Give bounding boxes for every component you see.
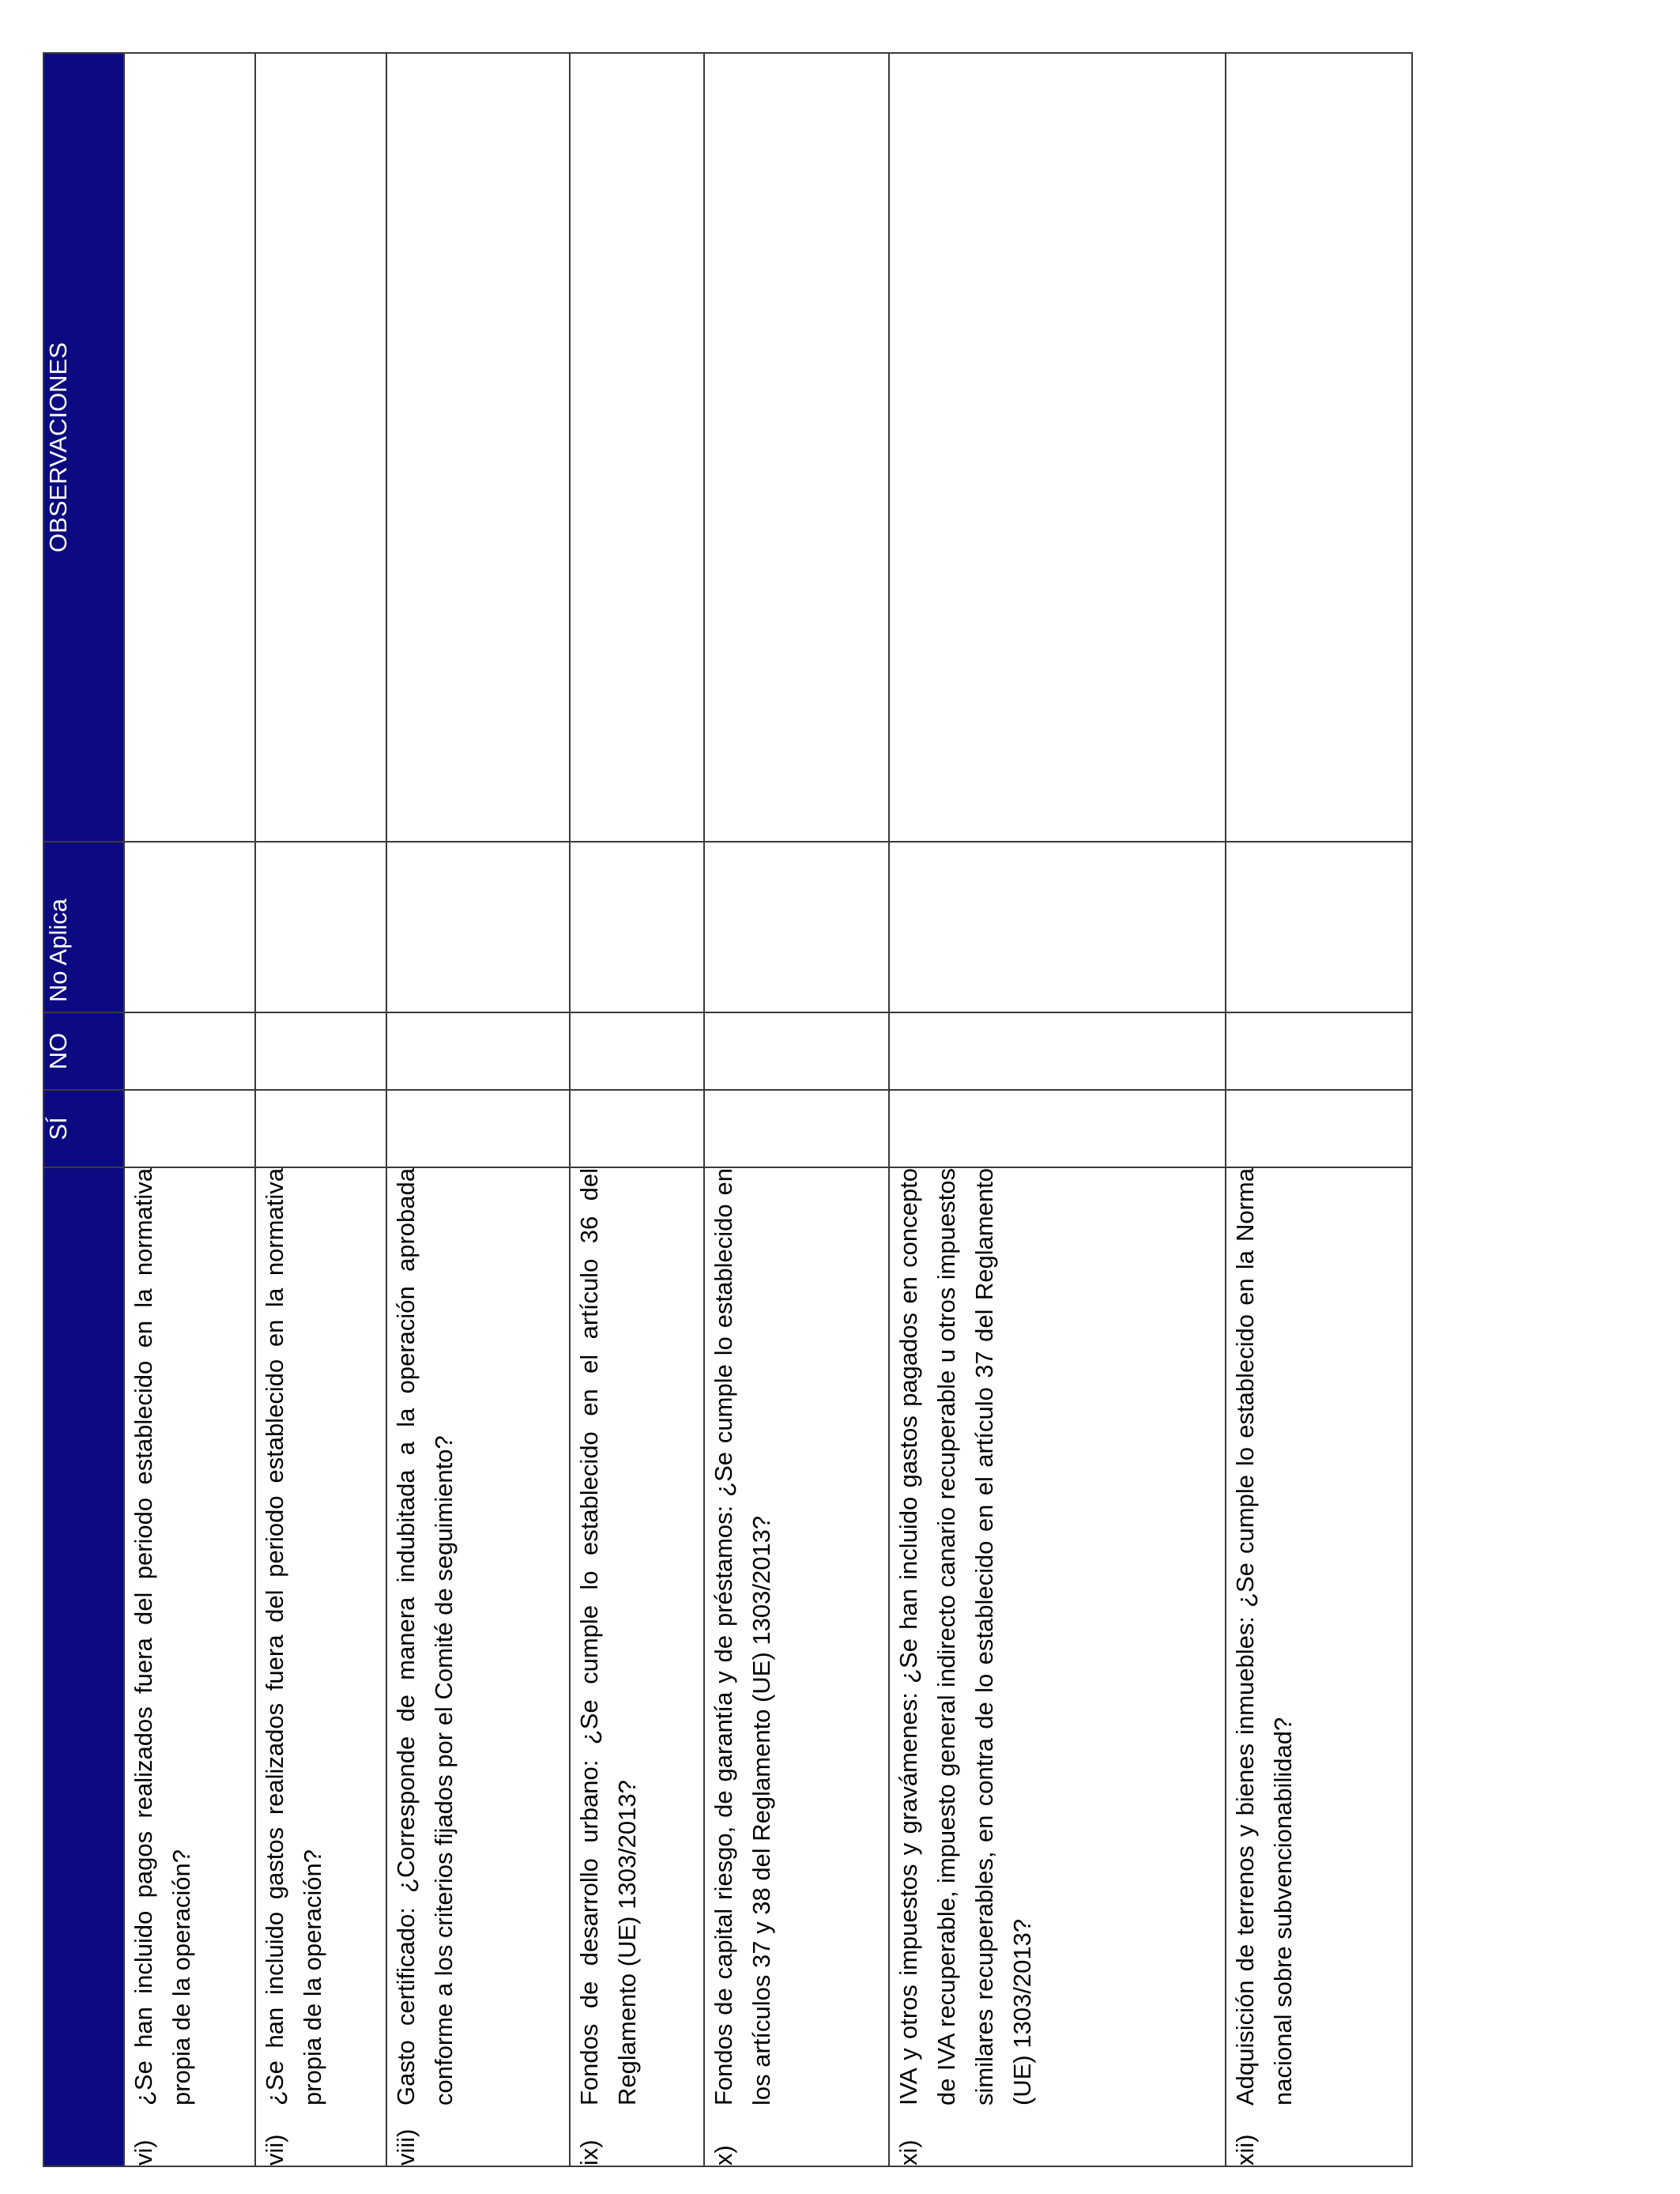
question-text: ¿Se han incluido pagos realizados fuera del periodo establecido en la normativa propia de la operación? <box>130 1168 196 2105</box>
question-cell <box>255 1167 386 2166</box>
table-row <box>386 53 570 2166</box>
question-cell <box>386 1167 570 2166</box>
question-cell <box>570 1167 704 2166</box>
si-cell[interactable] <box>386 1090 570 1167</box>
question-text: Fondos de capital riesgo, de garantía y de préstamos: ¿Se cumple lo establecido en los artículos 37 y 38 del Reglamento (UE) 1303/2013? <box>710 1168 776 2105</box>
observaciones-cell[interactable] <box>889 53 1226 842</box>
observaciones-cell[interactable] <box>704 53 889 842</box>
si-cell[interactable] <box>124 1090 255 1167</box>
no-aplica-cell[interactable] <box>386 842 570 1012</box>
question-cell <box>124 1167 255 2166</box>
no-cell[interactable] <box>1226 1012 1412 1090</box>
question-number: viii) <box>392 2128 420 2166</box>
question-cell <box>889 1167 1226 2166</box>
question-text: Adquisición de terrenos y bienes inmuebles: ¿Se cumple lo establecido en la Norma nacional sobre subvencionabilidad? <box>1231 1168 1298 2105</box>
no-aplica-cell[interactable] <box>570 842 704 1012</box>
question-number: vii) <box>261 2134 288 2166</box>
question-text: Fondos de desarrollo urbano: ¿Se cumple lo establecido en el artículo 36 del Reglamento (UE) 1303/2013? <box>575 1168 642 2105</box>
no-cell[interactable] <box>889 1012 1226 1090</box>
question-cell <box>1226 1167 1412 2166</box>
checklist-table <box>43 52 1413 2167</box>
no-aplica-cell[interactable] <box>889 842 1226 1012</box>
observaciones-cell[interactable] <box>386 53 570 842</box>
observaciones-cell[interactable] <box>570 53 704 842</box>
question-text: IVA y otros impuestos y gravámenes: ¿Se han incluido gastos pagados en concepto de IVA recuperable, impuesto general indirecto canario recuperable u otros impuestos similares recuperables, en contra de lo establecido en el artículo 37 del Reglamento (UE) 1303/2013? <box>895 1168 1037 2105</box>
si-cell[interactable] <box>255 1090 386 1167</box>
rotated-table-wrapper <box>43 54 1413 2167</box>
table-row <box>1226 53 1412 2166</box>
question-text: Gasto certificado: ¿Corresponde de manera indubitada a la operación aprobada conforme a los criterios fijados por el Comité de seguimiento? <box>392 1168 458 2105</box>
question-text: ¿Se han incluido gastos realizados fuera del periodo establecido en la normativa propia de la operación? <box>261 1168 327 2105</box>
si-cell[interactable] <box>704 1090 889 1167</box>
question-number: xi) <box>895 2139 922 2166</box>
si-cell[interactable] <box>889 1090 1226 1167</box>
table-row <box>570 53 704 2166</box>
si-cell[interactable] <box>570 1090 704 1167</box>
no-aplica-cell[interactable] <box>1226 842 1412 1012</box>
no-cell[interactable] <box>570 1012 704 1090</box>
question-number: xii) <box>1231 2134 1259 2166</box>
header-row <box>43 53 124 2166</box>
question-number: ix) <box>575 2139 603 2166</box>
table-row <box>704 53 889 2166</box>
question-number: vi) <box>130 2139 157 2166</box>
no-cell[interactable] <box>704 1012 889 1090</box>
observaciones-cell[interactable] <box>1226 53 1412 842</box>
no-aplica-cell[interactable] <box>704 842 889 1012</box>
no-cell[interactable] <box>255 1012 386 1090</box>
header-no: NO <box>43 1012 124 1090</box>
question-cell <box>704 1167 889 2166</box>
observaciones-cell[interactable] <box>124 53 255 842</box>
question-number: x) <box>710 2145 737 2166</box>
header-no-aplica: No Aplica <box>43 842 124 1012</box>
observaciones-cell[interactable] <box>255 53 386 842</box>
si-cell[interactable] <box>1226 1090 1412 1167</box>
header-observaciones: OBSERVACIONES <box>43 53 124 842</box>
header-question <box>43 1167 124 2166</box>
table-row <box>255 53 386 2166</box>
no-aplica-cell[interactable] <box>124 842 255 1012</box>
header-si: SÍ <box>43 1090 124 1167</box>
no-aplica-cell[interactable] <box>255 842 386 1012</box>
no-cell[interactable] <box>124 1012 255 1090</box>
table-row <box>124 53 255 2166</box>
table-row <box>889 53 1226 2166</box>
no-cell[interactable] <box>386 1012 570 1090</box>
